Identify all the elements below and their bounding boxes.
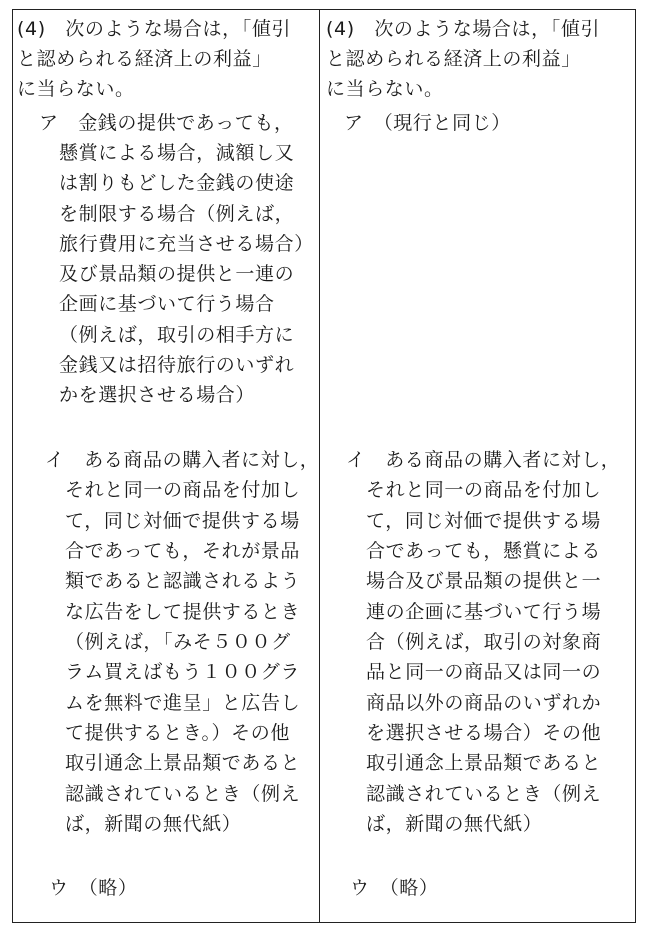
right-item-i-line-13: ば，新聞の無代紙） <box>366 813 543 835</box>
left-item-a-line-4: を制限する場合（例えば， <box>59 203 295 225</box>
right-item-i-line-8: 品と同一の商品又は同一の <box>366 661 602 683</box>
right-item-i-line-7: 合（例えば，取引の対象商 <box>366 631 602 653</box>
left-item-i-line-11: 取引通念上景品類であると <box>65 752 301 774</box>
left-item-i-line-13: ば，新聞の無代紙） <box>65 813 242 835</box>
left-item-a-line-9: 金銭又は招待旅行のいずれ <box>59 354 295 376</box>
right-item-i-line-9: 商品以外の商品のいずれか <box>366 692 602 714</box>
comparison-table <box>12 9 636 923</box>
right-item4-line-2: と認められる経済上の利益」 <box>326 48 581 70</box>
left-item-a-line-8: （例えば，取引の相手方に <box>59 324 295 346</box>
right-item-i-line-1: イ ある商品の購入者に対し， <box>346 449 621 471</box>
left-item-i-line-9: ムを無料で進呈」と広告し <box>65 692 301 714</box>
left-column <box>13 10 319 922</box>
left-item-a-line-2: 懸賞による場合，減額し又 <box>59 142 295 164</box>
right-item-i-line-6: 連の企画に基づいて行う場 <box>366 601 602 623</box>
right-item-i-line-2: それと同一の商品を付加し <box>366 479 602 501</box>
right-item-i-line-11: 取引通念上景品類であると <box>366 752 602 774</box>
left-item-a-line-3: は割りもどした金銭の使途 <box>59 172 295 194</box>
left-item-i-line-3: て，同じ対価で提供する場 <box>65 510 300 532</box>
left-item-a-line-6: 及び景品類の提供と一連の <box>59 263 295 285</box>
left-item4-line-3: に当らない。 <box>17 78 135 100</box>
left-item-a-line-7: 企画に基づいて行う場合 <box>59 293 275 315</box>
left-item-u-line-1: ウ （略） <box>49 877 138 899</box>
left-item-i-line-2: それと同一の商品を付加し <box>65 479 301 501</box>
left-item4-line-1: (4) 次のような場合は，「値引 <box>17 18 292 40</box>
right-item-i-line-10: を選択させる場合）その他 <box>366 722 602 744</box>
right-item-a-line-1: ア （現行と同じ） <box>344 112 511 134</box>
left-item-i-line-10: て提供するとき。）その他 <box>65 722 290 744</box>
left-item-i-line-12: 認識されているとき（例え <box>65 783 301 805</box>
right-column <box>320 10 636 922</box>
left-item-a-line-5: 旅行費用に充当させる場合） <box>59 233 314 255</box>
left-item-i-line-7: （例えば，「みそ５００グ <box>65 631 291 653</box>
right-item4-line-3: に当らない。 <box>326 78 444 100</box>
left-item-i-line-1: イ ある商品の購入者に対し， <box>45 449 320 471</box>
left-item-i-line-6: な広告をして提供するとき <box>65 601 301 623</box>
left-item-i-line-8: ラム買えばもう１００グラ <box>65 661 301 683</box>
right-item-i-line-3: て，同じ対価で提供する場 <box>366 510 601 532</box>
left-item-a-line-10: かを選択させる場合） <box>59 384 256 406</box>
left-item-a-line-1: ア 金銭の提供であっても， <box>39 112 294 134</box>
left-item-i-line-5: 類であると認識されるよう <box>65 570 301 592</box>
right-item-i-line-4: 合であっても，懸賞による <box>366 540 602 562</box>
left-item4-line-2: と認められる経済上の利益」 <box>17 48 272 70</box>
left-item-i-line-4: 合であっても，それが景品 <box>65 540 301 562</box>
right-item4-line-1: (4) 次のような場合は，「値引 <box>326 18 601 40</box>
right-item-i-line-12: 認識されているとき（例え <box>366 783 602 805</box>
right-item-u-line-1: ウ （略） <box>350 877 439 899</box>
right-item-i-line-5: 場合及び景品類の提供と一 <box>366 570 602 592</box>
